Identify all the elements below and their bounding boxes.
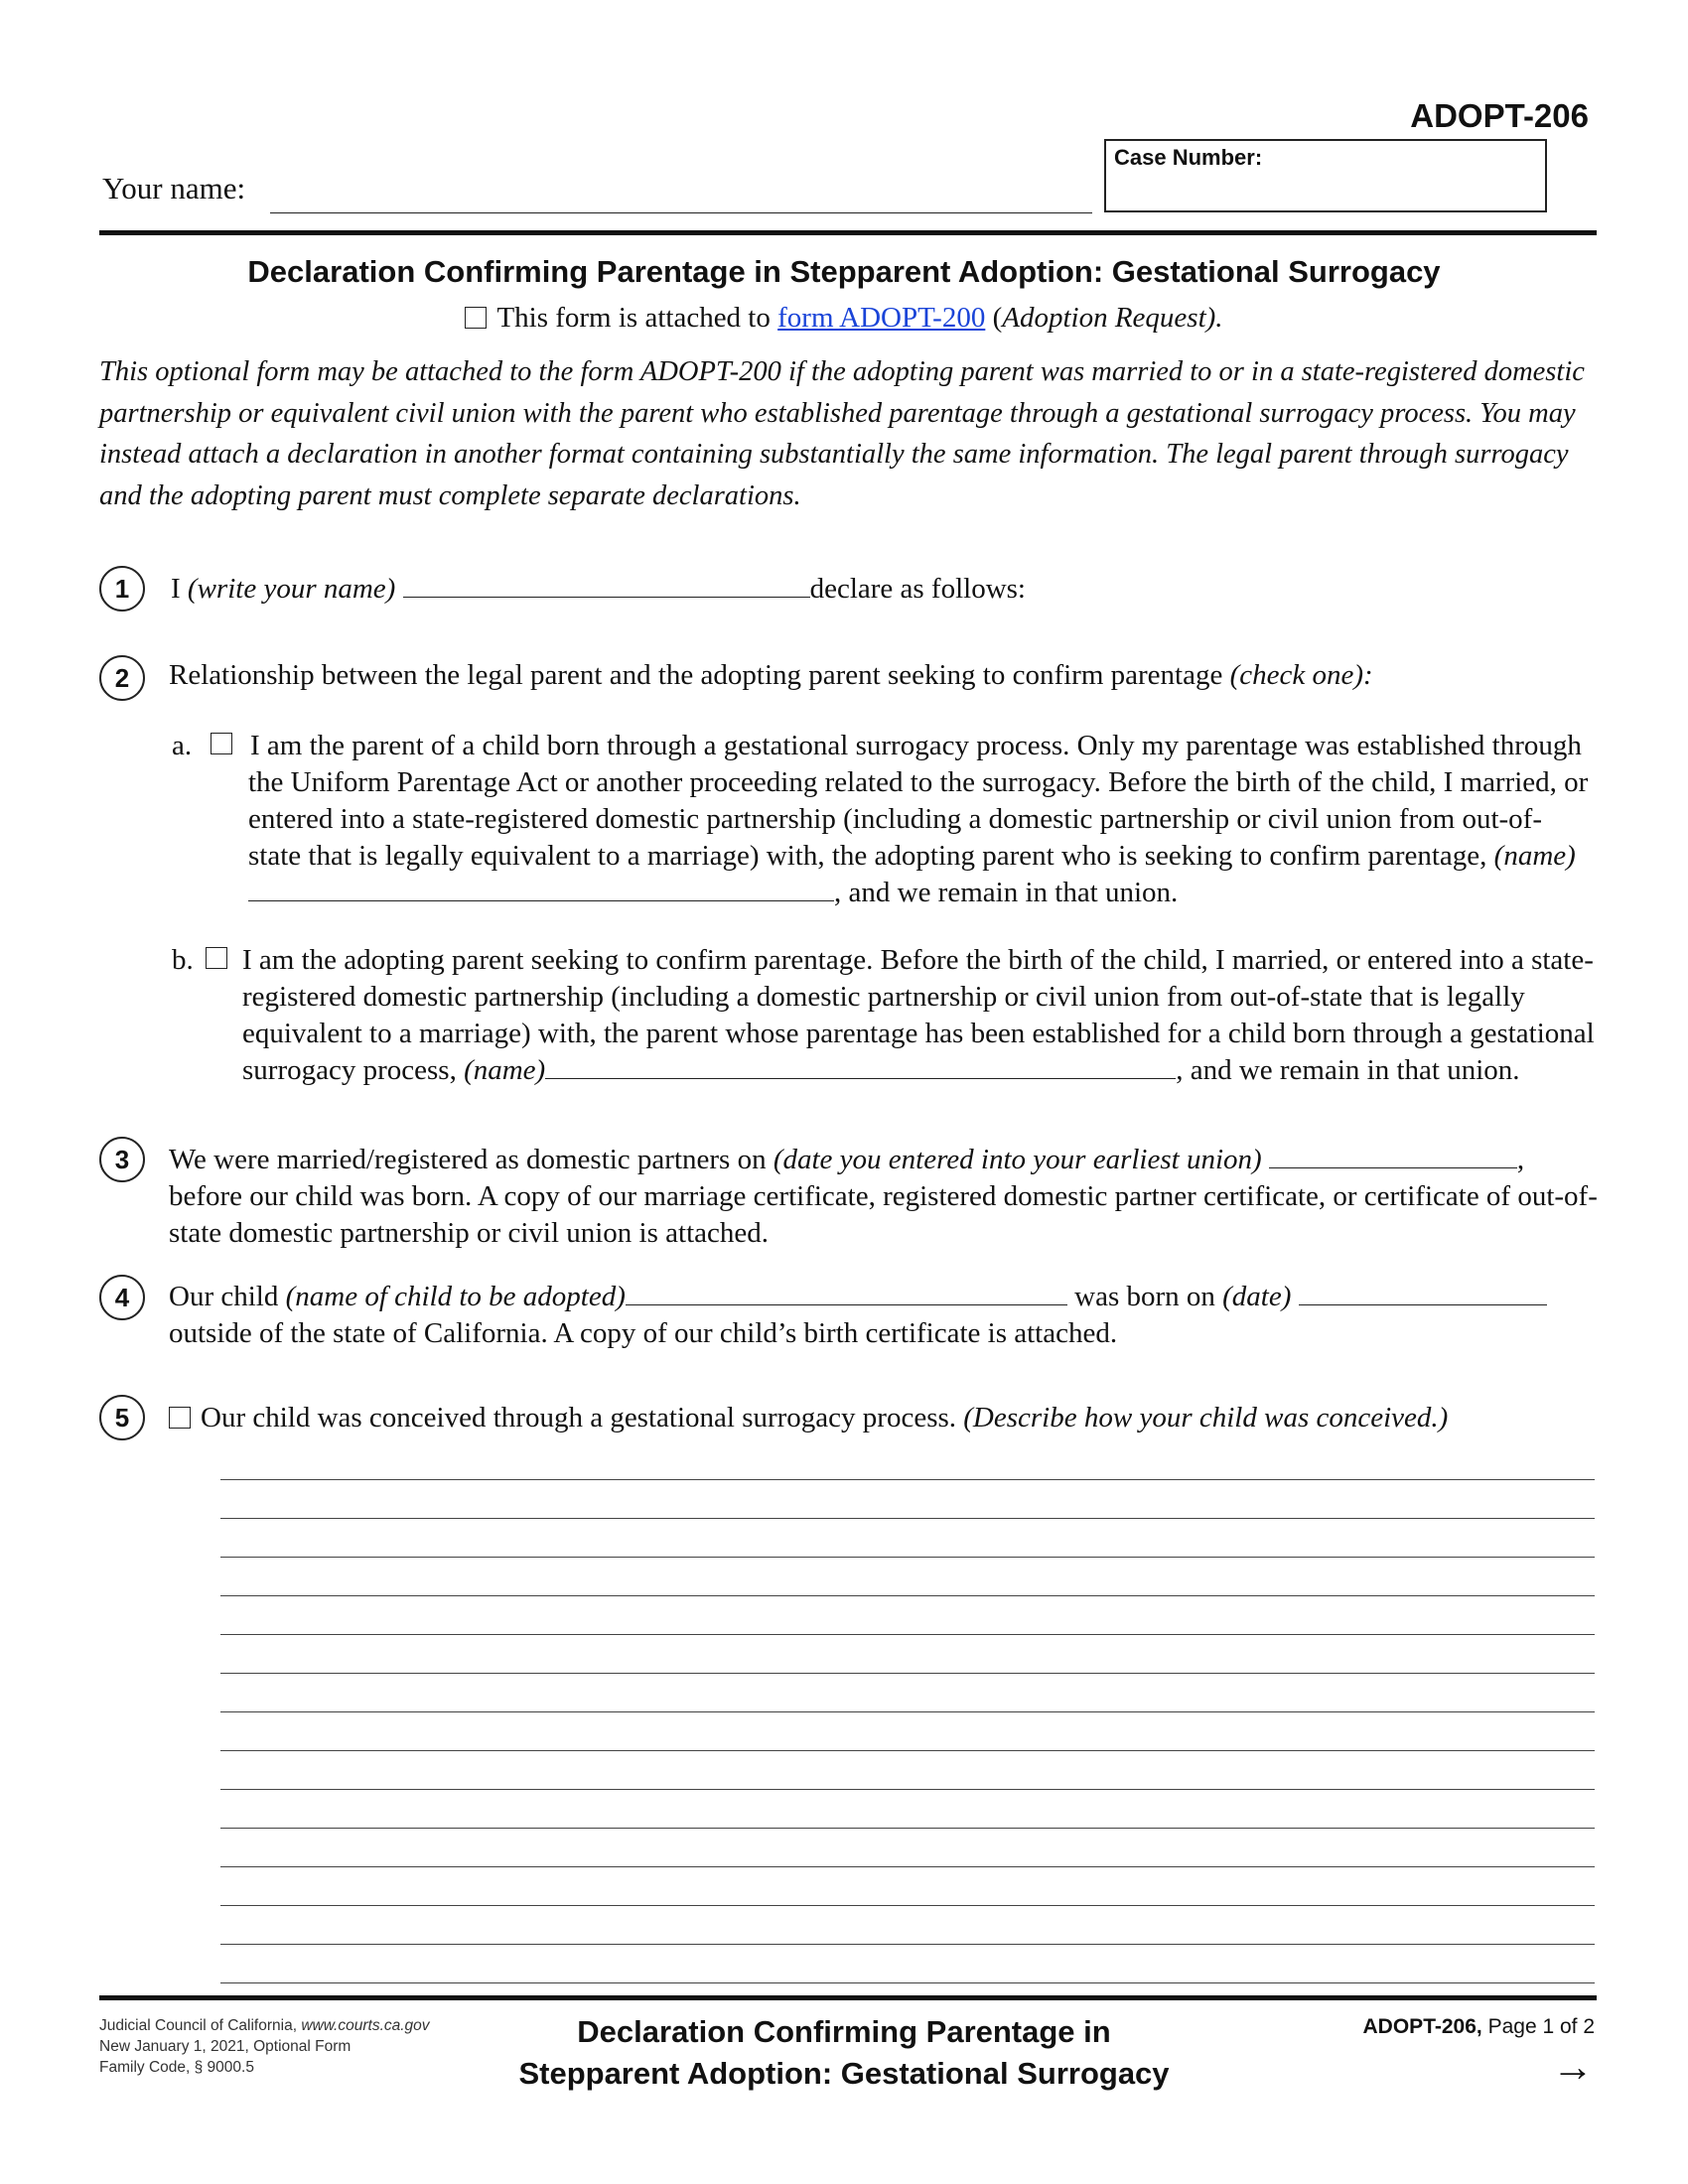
item-5-checkbox[interactable] — [169, 1407, 191, 1429]
item-4-date-hint: (date) — [1222, 1281, 1292, 1312]
child-name-field[interactable] — [626, 1279, 1067, 1305]
item-2a-hint: (name) — [1493, 840, 1576, 872]
item-1-hint: (write your name) — [187, 573, 396, 605]
item-4-pre: Our child — [169, 1281, 279, 1312]
item-2a-letter: a. — [172, 730, 193, 761]
item-5-hint: (Describe how your child was conceived.) — [963, 1402, 1449, 1433]
item-3-rest: before our child was born. A copy of our marriage certificate, registered domestic partner certificate, or certificate of out-of-state domestic partnership or civil union is attached. — [169, 1180, 1598, 1249]
footer-council: Judicial Council of California, — [99, 2017, 298, 2034]
form-title: Declaration Confirming Parentage in Stepparent Adoption: Gestational Surrogacy — [247, 254, 1441, 289]
your-name-field[interactable] — [270, 212, 1092, 213]
item-2a-body — [248, 728, 1595, 911]
writing-line[interactable] — [220, 1673, 1595, 1674]
writing-line[interactable] — [220, 1866, 1595, 1867]
adopting-parent-name-field[interactable] — [248, 875, 834, 901]
attached-italic: Adoption Request). — [1002, 302, 1223, 334]
item-3-body — [169, 1142, 1599, 1252]
legal-parent-name-field[interactable] — [545, 1052, 1176, 1079]
footer-website: www.courts.ca.gov — [301, 2017, 430, 2034]
writing-line[interactable] — [220, 1905, 1595, 1906]
item-1 — [171, 571, 1026, 608]
item-2-text: Relationship between the legal parent and the adopting parent seeking to confirm parentage — [169, 659, 1223, 691]
item-3-number: 3 — [99, 1137, 145, 1182]
item-2b-body — [242, 942, 1597, 1089]
footer-title-line2: Stepparent Adoption: Gestational Surrogacy — [518, 2056, 1170, 2091]
attached-checkbox[interactable] — [465, 307, 487, 329]
item-2b-checkbox[interactable] — [206, 947, 227, 969]
case-number-box[interactable] — [1104, 139, 1547, 212]
item-4-body — [169, 1279, 1599, 1352]
item-3-pre: We were married/registered as domestic partners on — [169, 1144, 767, 1175]
form-id: ADOPT-206 — [1410, 97, 1589, 134]
item-2b-letter: b. — [172, 944, 194, 976]
footer-code: Family Code, § 9000.5 — [99, 2059, 254, 2076]
writing-line[interactable] — [220, 1944, 1595, 1945]
page-indicator — [1363, 2015, 1595, 2039]
item-4-number: 4 — [99, 1275, 145, 1320]
footer-title-line1: Declaration Confirming Parentage in — [577, 2014, 1111, 2049]
item-3-hint: (date you entered into your earliest union) — [773, 1144, 1262, 1175]
item-2-number: 2 — [99, 655, 145, 701]
page-form-id: ADOPT-206, — [1362, 2015, 1482, 2038]
item-1-pre: I — [171, 573, 181, 605]
attached-prefix: This form is attached to — [496, 302, 771, 334]
item-2b-hint: (name) — [464, 1054, 546, 1086]
item-2b-tail: , and we remain in that union. — [1176, 1054, 1520, 1086]
writing-line[interactable] — [220, 1982, 1595, 1983]
item-5-number: 5 — [99, 1395, 145, 1440]
intro-paragraph: This optional form may be attached to the form ADOPT-200 if the adopting parent was married to or in a state-registered domestic partnership or equivalent civil union with the parent who established parentage through a gestational surrogacy process. You may instead attach a declaration in another format containing substantially the same information. The legal parent through surrogacy and the adopting parent must complete separate declarations. — [99, 356, 1585, 511]
your-name-label: Your name: — [102, 171, 246, 205]
writing-line[interactable] — [220, 1828, 1595, 1829]
item-1-number: 1 — [99, 566, 145, 612]
writing-line[interactable] — [220, 1595, 1595, 1596]
item-2a-checkbox[interactable] — [211, 733, 232, 754]
writing-line[interactable] — [220, 1789, 1595, 1790]
item-4-hint: (name of child to be adopted) — [285, 1281, 626, 1312]
writing-line[interactable] — [220, 1518, 1595, 1519]
writing-line[interactable] — [220, 1557, 1595, 1558]
writing-line[interactable] — [220, 1750, 1595, 1751]
item-2a-tail: , and we remain in that union. — [834, 877, 1179, 908]
item-5-text: Our child was conceived through a gestational surrogacy process. — [201, 1402, 957, 1433]
case-number-label: Case Number: — [1114, 145, 1263, 170]
item-4-rest: outside of the state of California. A copy of our child’s birth certificate is attached. — [169, 1317, 1118, 1349]
item-2b-text: I am the adopting parent seeking to confirm parentage. Before the birth of the child, I married, or entered into a state-registered domestic partnership (including a domestic partnership or civil union from out-of-state that is legally equivalent to a marriage) with, the parent whose parentage has been established for a child born through a gestational surrogacy process, — [242, 944, 1595, 1086]
adopt-200-link[interactable]: form ADOPT-200 — [777, 302, 986, 334]
writing-line[interactable] — [220, 1479, 1595, 1480]
page-number: Page 1 of 2 — [1487, 2015, 1595, 2038]
union-date-field[interactable] — [1269, 1142, 1517, 1168]
item-1-post: declare as follows: — [809, 573, 1026, 605]
item-3-tail: , — [1516, 1144, 1525, 1175]
writing-line[interactable] — [220, 1634, 1595, 1635]
footer-revised: New January 1, 2021, Optional Form — [99, 2038, 352, 2055]
item-2a-text: I am the parent of a child born through a gestational surrogacy process. Only my parentage was established through the Uniform Parentage Act or another proceeding related to the surrogacy. Before the birth of the child, I married, or entered into a state-registered domestic partnership (including a domestic partnership or civil union from out-of-state that is legally equivalent to a marriage) with, the adopting parent who is seeking to confirm parentage, — [248, 730, 1589, 872]
item-2 — [169, 657, 1373, 694]
attached-paren: ( — [992, 302, 1003, 334]
attached-line — [0, 302, 1688, 335]
footer-divider — [99, 1995, 1597, 2000]
item-2-hint: (check one): — [1229, 659, 1373, 691]
header-divider — [99, 230, 1597, 235]
next-page-arrow-icon: → — [1552, 2043, 1594, 2090]
writing-line[interactable] — [220, 1711, 1595, 1712]
item-5 — [169, 1400, 1448, 1436]
declarant-name-field[interactable] — [403, 571, 810, 598]
item-4-mid: was born on — [1074, 1281, 1215, 1312]
birth-date-field[interactable] — [1299, 1279, 1547, 1305]
